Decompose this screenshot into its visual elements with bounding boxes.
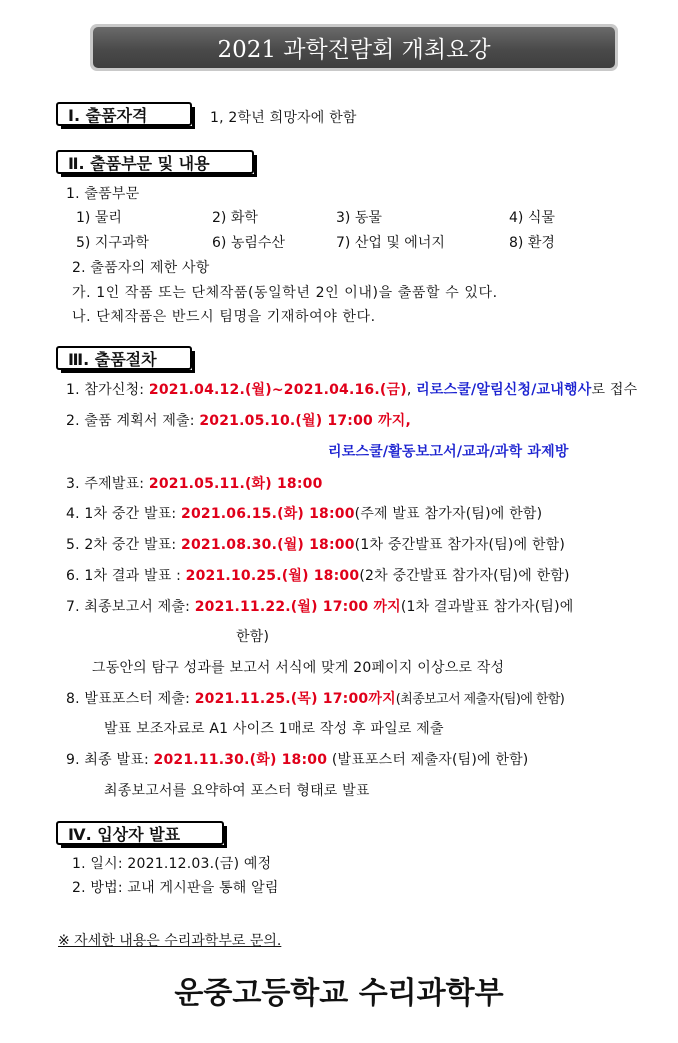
award-date: 1. 일시: 2021.12.03.(금) 예정 [72,856,272,872]
step-label: 1. 참가신청: [66,382,149,398]
step-date: 2021.11.25.(목) 17:00까지 [194,691,396,707]
step-1 [66,379,637,399]
step-date: 2021.08.30.(월) 18:00 [181,537,355,553]
step-date: 2021.11.22.(월) 17:00 까지 [194,599,401,615]
category-item: 2) 화학 [212,210,258,226]
step-detail: 로 접수 [591,382,638,398]
step-7 [66,596,574,616]
step-date: 2021.06.15.(화) 18:00 [181,506,355,522]
step-note: 최종보고서를 요약하여 포스터 형태로 발표 [104,783,370,799]
step-detail: (최종보고서 제출자(팀)에 한함) [395,692,565,707]
step-2 [66,410,411,430]
step-3 [66,473,323,493]
step-label: 5. 2차 중간 발표: [66,537,182,553]
award-method: 2. 방법: 교내 게시판을 통해 알림 [72,880,279,896]
step-date: 2021.05.11.(화) 18:00 [148,476,323,492]
step-detail: (발표포스터 제출자(팀)에 한함) [327,752,529,768]
step-label: 9. 최종 발표: [66,752,154,768]
step-4 [66,503,542,523]
step-detail: (1차 중간발표 참가자(팀)에 한함) [354,537,566,553]
inquiry-note: ※ 자세한 내용은 수리과학부로 문의. [58,933,282,949]
section-4-heading: Ⅳ. 입상자 발표 [56,821,224,845]
category-item: 3) 동물 [336,210,382,226]
section-1-text: 1, 2학년 희망자에 한함 [210,110,357,126]
category-item: 5) 지구과학 [76,235,149,251]
step-detail-continued: 한함) [236,629,270,645]
organization-name: 운중고등학교 수리과학부 [174,976,504,1011]
step-date: 2021.05.10.(월) 17:00 까지, [199,413,412,429]
step-6 [66,565,570,585]
restriction-b: 나. 단체작품은 반드시 팀명을 기재하여야 한다. [72,309,376,325]
step-separator: , [406,382,417,398]
section-2-heading: Ⅱ. 출품부문 및 내용 [56,150,254,174]
category-item: 6) 농림수산 [212,235,285,251]
step-detail: (주제 발표 참가자(팀)에 한함) [354,506,543,522]
step-label: 8. 발표포스터 제출: [66,691,195,707]
step-label: 6. 1차 결과 발표 : [66,568,186,584]
step-date: 2021.10.25.(월) 18:00 [185,568,360,584]
submission-path: 리로스쿨/알림신청/교내행사 [416,382,592,398]
page-title: 2021 과학전람회 개최요강 [93,27,615,68]
category-item: 1) 물리 [76,210,122,226]
step-detail: (1차 결과발표 참가자(팀)에 [400,599,574,615]
step-label: 2. 출품 계획서 제출: [66,413,200,429]
step-label: 7. 최종보고서 제출: [66,599,195,615]
step-label: 3. 주제발표: [66,476,149,492]
step-date: 2021.04.12.(월)~2021.04.16.(금) [148,382,407,398]
category-item: 4) 식물 [509,210,555,226]
section-2-item-2: 2. 출품자의 제한 사항 [72,260,210,276]
step-date: 2021.11.30.(화) 18:00 [153,752,328,768]
category-item: 8) 환경 [509,235,555,251]
step-label: 4. 1차 중간 발표: [66,506,182,522]
step-note: 그동안의 탐구 성과를 보고서 서식에 맞게 20페이지 이상으로 작성 [92,660,505,676]
submission-path: 리로스쿨/활동보고서/교과/과학 과제방 [328,444,569,460]
step-5 [66,534,565,554]
restriction-a: 가. 1인 작품 또는 단체작품(동일학년 2인 이내)을 출품할 수 있다. [72,285,498,301]
category-item: 7) 산업 및 에너지 [336,235,445,251]
section-1-heading: Ⅰ. 출품자격 [56,102,192,126]
step-8 [66,688,564,708]
step-9 [66,749,528,769]
step-detail: (2차 중간발표 참가자(팀)에 한함) [359,568,570,584]
section-2-item-1: 1. 출품부문 [66,186,140,202]
section-3-heading: Ⅲ. 출품절차 [56,346,192,370]
step-note: 발표 보조자료로 A1 사이즈 1매로 작성 후 파일로 제출 [104,721,444,737]
title-banner [90,24,618,71]
